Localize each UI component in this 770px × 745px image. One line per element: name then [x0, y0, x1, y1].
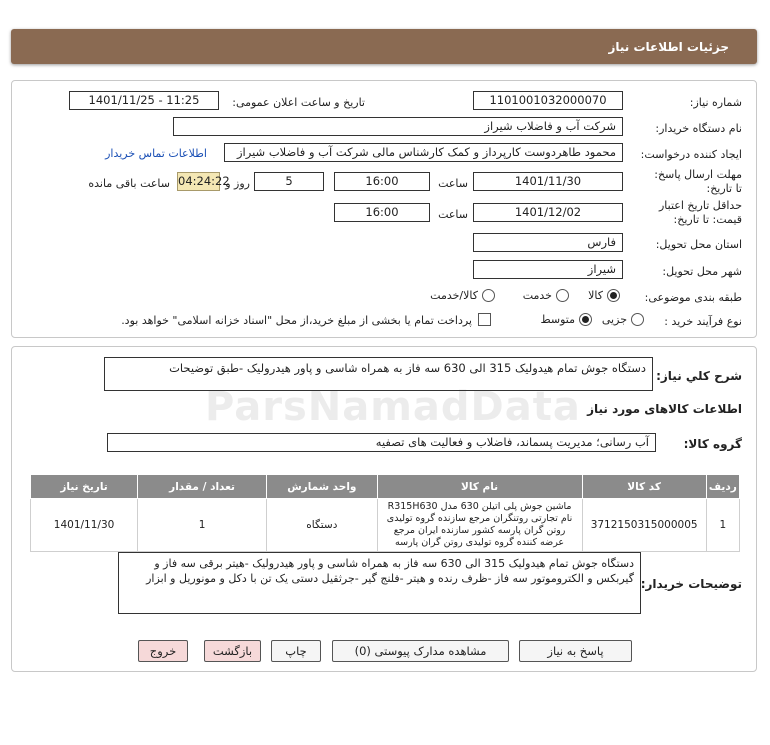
description-text: دستگاه جوش تمام هیدولیک 315 الی 630 سه فاز به همراه شاسی و پاور هیدرولیک -طبق توضیحات	[169, 361, 646, 375]
print-button[interactable]: چاپ	[271, 640, 321, 662]
col-index: ردیف	[706, 475, 739, 499]
province-label: استان محل تحویل:	[655, 238, 742, 251]
category-option-goods-service[interactable]	[430, 289, 495, 302]
deadline-time-field: 16:00	[334, 172, 430, 191]
time-remaining-field: 04:24:22	[177, 172, 220, 191]
goods-group-field: آب رسانی؛ مدیریت پسماند، فاضلاب و فعالیت های تصفیه	[107, 433, 656, 452]
page-title: جزئیات اطلاعات نیاز	[608, 40, 729, 54]
category-service-radio[interactable]	[556, 289, 569, 302]
validity-time-field: 16:00	[334, 203, 430, 222]
col-qty: تعداد / مقدار	[138, 475, 267, 499]
col-date: تاریخ نیاز	[31, 475, 138, 499]
treasury-payment-note: پرداخت تمام یا بخشی از مبلغ خرید،از محل "اسناد خزانه اسلامی" خواهد بود.	[121, 314, 472, 327]
description-box	[104, 357, 653, 391]
category-option-goods[interactable]	[588, 289, 620, 302]
col-code: کد کالا	[582, 475, 706, 499]
requester-field: محمود طاهردوست کارپرداز و کمک کارشناس مالی شرکت آب و فاضلاب شیراز	[224, 143, 623, 162]
category-option-service[interactable]	[523, 289, 569, 302]
category-service-label: خدمت	[522, 289, 552, 302]
need-number-label: شماره نیاز:	[689, 96, 742, 109]
buyer-org-label: نام دستگاه خریدار:	[655, 122, 742, 135]
deadline-label-text: مهلت ارسال پاسخ: تا تاریخ:	[654, 168, 742, 195]
category-goods-service-radio[interactable]	[482, 289, 495, 302]
days-remaining-field: 5	[254, 172, 324, 191]
reply-button[interactable]: پاسخ به نیاز	[519, 640, 632, 662]
row-qty: 1	[138, 499, 267, 552]
buyer-notes-label: توضیحات خریدار:	[640, 577, 742, 591]
need-number-field: 1101001032000070	[473, 91, 623, 110]
requester-label: ایجاد کننده درخواست:	[640, 148, 742, 161]
validity-label	[647, 199, 742, 227]
process-option-medium[interactable]	[540, 313, 592, 326]
goods-table-wrap	[30, 474, 740, 552]
table-row	[31, 499, 740, 552]
goods-group-label: گروه کالا:	[683, 437, 742, 451]
goods-table-header	[31, 475, 740, 499]
process-label: نوع فرآیند خرید :	[664, 315, 742, 328]
process-option-minor[interactable]	[602, 313, 644, 326]
validity-label-text: حداقل تاریخ اعتبار قیمت: تا تاریخ:	[658, 199, 742, 226]
watermark-text: ParsNamadData	[205, 384, 581, 430]
validity-time-label: ساعت	[438, 208, 468, 221]
province-field: فارس	[473, 233, 623, 252]
row-unit: دستگاه	[267, 499, 378, 552]
row-index: 1	[706, 499, 739, 552]
row-date: 1401/11/30	[31, 499, 138, 552]
back-button[interactable]: بازگشت	[204, 640, 261, 662]
goods-table	[30, 474, 740, 552]
category-goods-service-label: کالا/خدمت	[430, 289, 478, 302]
process-minor-radio[interactable]	[631, 313, 644, 326]
deadline-label	[652, 168, 742, 196]
row-name: ماشین جوش پلی اتیلن 630 مدل R315H630 نام تجارتی روتنگران مرجع سازنده گروه تولیدی روتن گران پارسه کشور سازنده ایران مرجع عرضه کننده گروه تولیدی روتن گران پارسه	[377, 499, 582, 552]
category-goods-label: کالا	[588, 289, 603, 302]
announce-datetime-label: تاریخ و ساعت اعلان عمومی:	[232, 96, 365, 109]
category-goods-radio[interactable]	[607, 289, 620, 302]
buyer-org-field: شرکت آب و فاضلاب شیراز	[173, 117, 623, 136]
process-minor-label: جزیی	[601, 313, 627, 326]
deadline-time-label: ساعت	[438, 177, 468, 190]
validity-date-field: 1401/12/02	[473, 203, 623, 222]
col-unit: واحد شمارش	[267, 475, 378, 499]
process-medium-radio[interactable]	[579, 313, 592, 326]
announce-datetime-field: 1401/11/25 - 11:25	[69, 91, 219, 110]
attachments-button[interactable]: مشاهده مدارک پیوستی (0)	[332, 640, 509, 662]
days-label: روز و	[225, 177, 250, 190]
category-label: طبقه بندی موضوعی:	[644, 291, 742, 304]
deadline-date-field: 1401/11/30	[473, 172, 623, 191]
time-remaining-label: ساعت باقی مانده	[88, 177, 170, 190]
description-label: شرح كلي نياز:	[656, 369, 742, 383]
buyer-notes-text: دستگاه جوش تمام هیدولیک 315 الی 630 سه فاز به همراه شاسی و پاور هیدرولیک -هیتر برقی سه فاز و گیربکس و الکتروموتور سه فاز -ظرف رنده و هیتر -فلنج گیر -جرثقیل دستی یک تن با دکل و مونوریل و ابزار	[146, 557, 634, 585]
city-field: شیراز	[473, 260, 623, 279]
buyer-notes-box	[118, 552, 641, 614]
buyer-contact-link[interactable]: اطلاعات تماس خریدار	[105, 147, 207, 160]
city-label: شهر محل تحویل:	[662, 265, 742, 278]
col-name: نام کالا	[377, 475, 582, 499]
row-code: 3712150315000005	[582, 499, 706, 552]
exit-button[interactable]: خروج	[138, 640, 188, 662]
goods-section-title: اطلاعات کالاهای مورد نیاز	[587, 402, 742, 416]
page-header	[11, 29, 757, 64]
treasury-payment-checkbox[interactable]	[478, 313, 491, 326]
process-medium-label: متوسط	[540, 313, 575, 326]
